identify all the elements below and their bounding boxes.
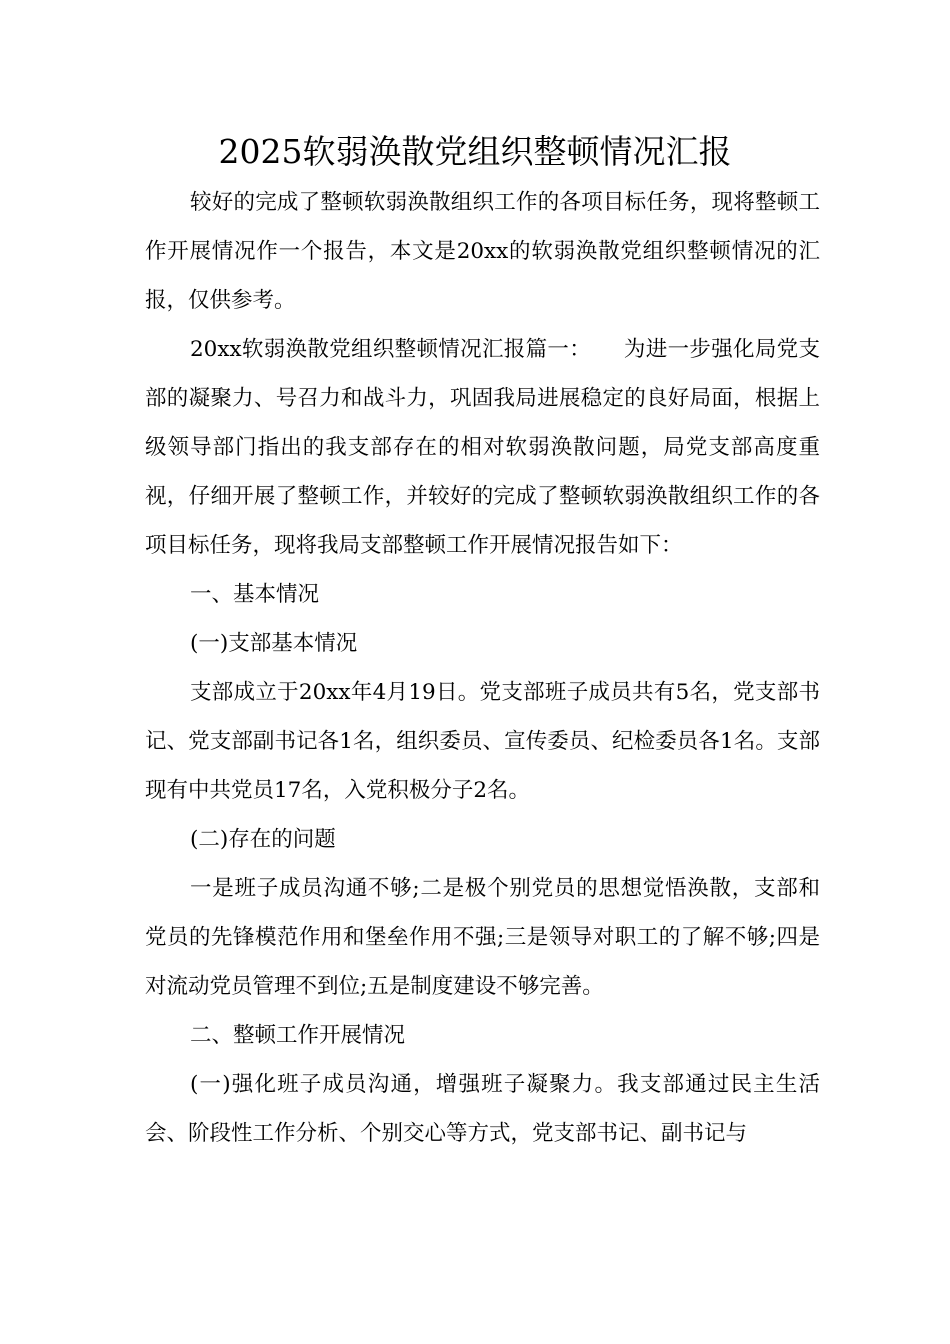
paragraph-existing-problems: 一是班子成员沟通不够;二是极个别党员的思想觉悟涣散，支部和党员的先锋模范作用和堡垒作用不强;三是领导对职工的了解不够;四是对流动党员管理不到位;五是制度建设不够完善。 <box>145 876 820 999</box>
paragraph-report-part-one: 20xx软弱涣散党组织整顿情况汇报篇一： 为进一步强化局党支部的凝聚力、号召力和战斗力，巩固我局进展稳定的良好局面，根据上级领导部门指出的我支部存在的相对软弱涣散问题，局党支部高度重视，仔细开展了整顿工作，并较好的完成了整顿软弱涣散组织工作的各项目标任务，现将我局支部整顿工作开展情况报告如下： <box>145 337 820 558</box>
document-body <box>145 178 820 1158</box>
heading-basic-situation: 一、基本情况 <box>190 582 320 607</box>
subheading-existing-problems: (二)存在的问题 <box>190 827 336 852</box>
subheading-branch-basics: (一)支部基本情况 <box>190 631 358 656</box>
paragraph-rectification-communication: (一)强化班子成员沟通，增强班子凝聚力。我支部通过民主生活会、阶段性工作分析、个别交心等方式，党支部书记、副书记与 <box>145 1072 820 1146</box>
paragraph-branch-basics: 支部成立于20xx年4月19日。党支部班子成员共有5名，党支部书记、党支部副书记各1名，组织委员、宣传委员、纪检委员各1名。支部现有中共党员17名，入党积极分子2名。 <box>145 680 820 803</box>
paragraph-intro: 较好的完成了整顿软弱涣散组织工作的各项目标任务，现将整顿工作开展情况作一个报告，本文是20xx的软弱涣散党组织整顿情况的汇报，仅供参考。 <box>145 190 820 313</box>
heading-rectification-work: 二、整顿工作开展情况 <box>190 1023 406 1048</box>
document-title: 2025软弱涣散党组织整顿情况汇报 <box>218 132 732 171</box>
